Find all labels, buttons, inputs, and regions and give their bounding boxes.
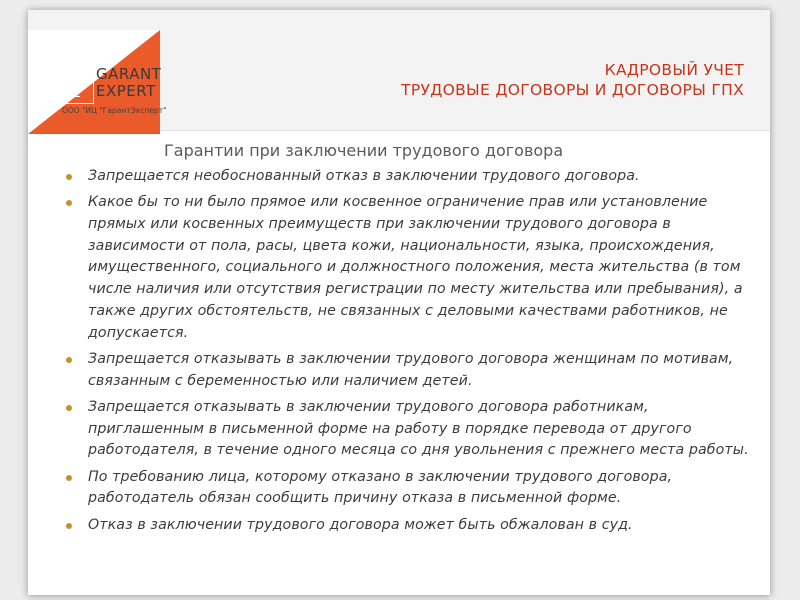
- bullet-dot-icon: [66, 174, 72, 180]
- logo-mark-top: G: [73, 65, 81, 80]
- slide-title: [401, 60, 744, 100]
- logo-mark-icon: [62, 62, 94, 104]
- bullet-list: [60, 166, 760, 541]
- bullet-dot-icon: [66, 405, 72, 411]
- bullet-dot-icon: [66, 357, 72, 363]
- bullet-item: [60, 192, 760, 344]
- logo-word-bottom: EXPERT: [96, 82, 156, 100]
- bullet-text: По требованию лица, которому отказано в заключении трудового договора, работодатель обязан сообщить причину отказа в письменной форме.: [88, 468, 673, 507]
- bullet-text: Запрещается необоснованный отказ в заключении трудового договора.: [88, 168, 640, 184]
- logo-wordmark: [96, 66, 161, 100]
- bullet-text: Запрещается отказывать в заключении трудового договора работникам, приглашенным в письменной форме на работу в порядке перевода от другого работодателя, в течение одного месяца со дня увольнения с прежнего места работы.: [88, 398, 749, 459]
- bullet-dot-icon: [66, 475, 72, 481]
- bullet-item: [60, 397, 760, 462]
- bullet-item: [60, 515, 760, 537]
- slide-subtitle: Гарантии при заключении трудового договора: [164, 141, 564, 160]
- bullet-item: [60, 467, 760, 510]
- bullet-dot-icon: [66, 523, 72, 529]
- bullet-text: Отказ в заключении трудового договора может быть обжалован в суд.: [88, 516, 633, 533]
- bullet-text: Какое бы то ни было прямое или косвенное ограничение прав или установление прямых или косвенных преимуществ при заключении трудового договора в зависимости от пола, расы, цвета кожи, национальности, языка, происхождения, имущественного, социального и должностного положения, места жительства (в том числе наличия или отсутствия регистрации по месту жительства или пребывания), а также других обстоятельств, не связанных с деловыми качествами работников, не допускается.: [88, 194, 743, 341]
- logo-word-top: GARANT: [96, 65, 162, 83]
- logo-company-name: ООО "ИЦ "ГарантЭксперт": [62, 106, 167, 115]
- bullet-dot-icon: [66, 200, 72, 206]
- bullet-text: Запрещается отказывать в заключении трудового договора женщинам по мотивам, связанным с беременностью или наличием детей.: [88, 350, 734, 389]
- slide: [28, 10, 770, 595]
- logo-mark-bottom: E: [63, 83, 91, 103]
- slide-title-line-2: ТРУДОВЫЕ ДОГОВОРЫ И ДОГОВОРЫ ГПХ: [401, 81, 744, 99]
- slide-title-line-1: КАДРОВЫЙ УЧЕТ: [604, 61, 744, 79]
- bullet-item: [60, 166, 760, 188]
- bullet-item: [60, 349, 760, 392]
